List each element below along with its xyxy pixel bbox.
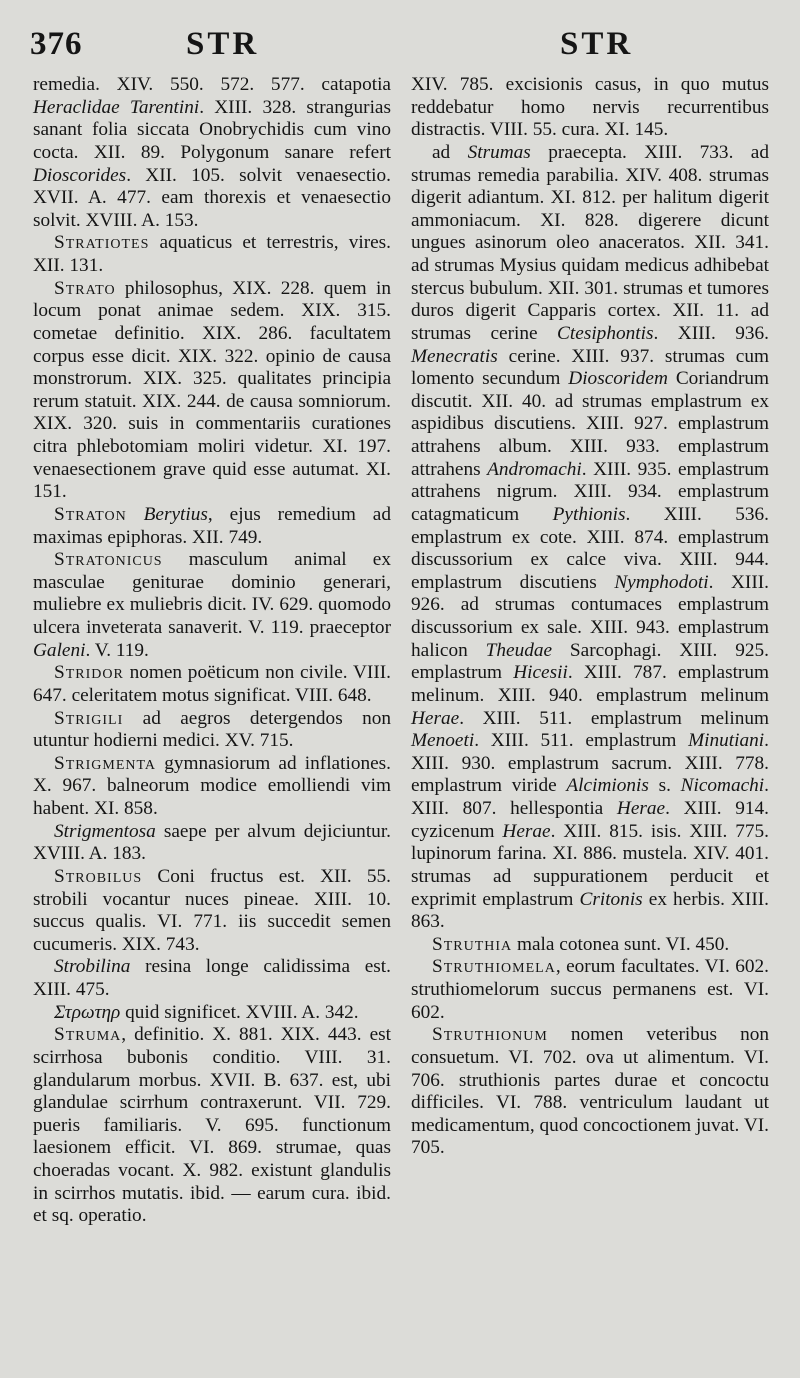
entry-text: ex herbis. XIII. 863.	[411, 888, 770, 933]
italic-name: Strigmentosa	[54, 820, 156, 842]
italic-name: Dioscorides	[33, 164, 127, 186]
italic-name: Galeni	[33, 639, 86, 661]
entry-text: . XII. 105. solvit venaesectio. XVII. A. 477. eam thorexis et venaesectio solvit. XVIII. A. 153.	[33, 164, 391, 231]
right-column	[411, 74, 769, 1160]
headword: Struthiomela	[432, 956, 556, 978]
headword: Strigili	[54, 707, 124, 729]
entry-text: mala cotonea sunt. VI. 450.	[512, 933, 730, 955]
italic-name: Dioscoridem	[568, 368, 668, 390]
index-entry	[33, 821, 391, 866]
entry-text: . XIII. 787. emplastrum melinum. XIII. 940. emplastrum melinum	[411, 662, 769, 706]
entry-text: nomen poëticum non civile. VIII. 647. celeritatem motus significat. VIII. 648.	[33, 662, 391, 706]
entry-text: . V. 119.	[85, 639, 149, 661]
entry-text	[127, 504, 144, 525]
italic-name: Critonis	[579, 888, 643, 910]
index-entry	[33, 753, 391, 821]
italic-name: Andromachi	[487, 458, 582, 480]
entry-text: , eorum facultates. VI. 602. struthiomelorum succus permanens est. VI. 602.	[411, 956, 769, 1023]
headword: Strigmenta	[54, 752, 157, 774]
headword: Straton	[54, 503, 127, 525]
headword: Struthia	[432, 933, 513, 955]
headword: Strato	[54, 277, 116, 299]
entry-text: remedia. XIV. 550. 572. 577. catapotia	[33, 74, 391, 95]
entry-text: resina longe calidissima est. XIII. 475.	[33, 956, 391, 1000]
italic-name: Heraclidae Tarentini	[33, 96, 200, 118]
index-entry	[411, 956, 769, 1024]
entry-text: praecepta. XIII. 733. ad strumas remedia parabilia. XIV. 408. strumas digerit adiantum. XI. 812. per halitum digerit ammoniacum. XI. 828. digerere dicunt ungues asinorum oleo anaceratos. XII. 341. ad strumas Mysius quidam medicus adhibebat stercus bubulum. XII. 301. strumas et tumores duros digerit Capparis cortex. XII. 11. ad strumas cerine	[411, 141, 769, 344]
index-entry	[411, 934, 769, 957]
italic-name: Hicesii	[513, 662, 568, 684]
index-entry	[33, 232, 391, 277]
index-entry	[33, 278, 391, 504]
entry-text: ad aegros detergendos non utuntur hodierni medici. XV. 715.	[33, 707, 391, 752]
entry-text: Sarcophagi. XIII. 925. emplastrum	[411, 639, 769, 684]
entry-text: . XIII. 914. cyzicenum	[411, 798, 769, 842]
index-entry	[411, 142, 769, 934]
entry-text: Coriandrum discutit. XII. 40. ad strumas emplastrum ex aspidibus discutiens. XIII. 927. emplastrum attrahens album. XIII. 933. emplastrum attrahens	[411, 368, 769, 480]
entry-text: . XIII. 328. strangurias sanant folia siccata Onobrychidis cum vino cocta. XII. 89. Polygonum sanare refert	[33, 96, 391, 163]
entry-text: XIV. 785. excisionis casus, in quo mutus reddebatur homo nervis recurrentibus distractis. VIII. 55. cura. XI. 145.	[411, 74, 769, 141]
entry-text: . XIII. 511. emplastrum melinum	[459, 707, 769, 729]
italic-name: Berytius	[143, 503, 208, 525]
entry-text: quid significet. XVIII. A. 342.	[120, 1001, 359, 1023]
entry-text: . XIII. 926. ad strumas contumaces emplastrum discussorium ex sale. XIII. 943. emplastrum halicon	[411, 571, 769, 661]
entry-text: . XIII. 807. hellespontia	[411, 775, 769, 819]
italic-name: Theudae	[485, 639, 553, 661]
index-entry	[411, 1024, 769, 1160]
index-entry	[33, 549, 391, 662]
headword: Stratiotes	[54, 232, 150, 254]
italic-name: Alcimionis	[566, 775, 649, 797]
entry-text: Coni fructus est. XII. 55. strobili vocantur nuces pineae. XIII. 10. succus qualis. VI. 771. iis succedit semen cucumeris. XIX. 743.	[33, 865, 391, 955]
entry-text: masculum animal ex masculae geniturae dominio generari, muliebre ex muliebris dicit. IV. 629. quomodo ulcera inveterata sanaverit. V. 119. praeceptor	[33, 549, 391, 638]
index-entry	[33, 1002, 391, 1025]
index-entry	[33, 1024, 391, 1228]
entry-text: aquaticus et terrestris, vires. XII. 131.	[33, 232, 391, 276]
italic-name: Ctesiphontis	[557, 322, 654, 344]
italic-name: Strobilina	[54, 956, 131, 978]
headword: Struma	[54, 1024, 122, 1046]
headword: Struthionum	[432, 1024, 548, 1046]
left-column	[33, 74, 391, 1228]
entry-text: , ejus remedium ad maximas epiphoras. XII. 749.	[33, 503, 391, 548]
entry-text: s.	[648, 775, 681, 797]
italic-name: Herae	[502, 820, 551, 842]
index-entry	[33, 662, 391, 707]
entry-text: . XIII. 930. emplastrum sacrum. XIII. 778. emplastrum viride	[411, 730, 769, 797]
running-head-right: STR	[560, 26, 634, 62]
running-head-left: STR	[186, 26, 260, 62]
entry-text: . XIII. 815. isis. XIII. 775. lupinorum farina. XI. 886. mustela. XIV. 401. strumas ad suppurationem perducit et exprimit emplastrum	[411, 820, 769, 910]
italic-name: Pythionis	[552, 503, 626, 525]
italic-name: Herae	[616, 798, 666, 819]
index-entry	[33, 866, 391, 957]
italic-name: Menoeti	[411, 730, 475, 752]
entry-text: . XIII. 511. emplastrum	[474, 730, 689, 752]
entry-text: philosophus, XIX. 228. quem in locum ponat animae sedem. XIX. 315. cometae definitio. XIX. 286. facultatem corpus esse dicit. XIX. 322. opinio de causa monstrorum. XIX. 325. qualitates principia rerum statuit. XIX. 244. de causa somniorum. XIX. 320. suis in commentariis curationes citra phlebotomiam moliri videtur. XI. 197. venaesectionem grave quid esse autumat. XI. 151.	[33, 277, 391, 503]
entry-text: cerine. XIII. 937. strumas cum lomento secundum	[411, 345, 769, 390]
entry-text: , definitio. X. 881. XIX. 443. est scirrhosa bubonis conditio. VIII. 31. glandularum morbus. XVII. B. 637. est, ubi glandulae scirrhum contraxerunt. VII. 729. pueris familiaris. V. 695. functionum laesionem efficit. VI. 869. strumae, quas choeradas vocant. X. 982. existunt glandulis in scirrhos mutatis. ibid. — earum cura. ibid. et sq. operatio.	[33, 1024, 391, 1227]
entry-text: . XIII. 536. emplastrum ex cote. XIII. 874. emplastrum discussorium ex calce viva. XIII. 944. emplastrum discutiens	[411, 503, 769, 593]
headword: Stratonicus	[54, 549, 163, 571]
italic-name: Nymphodoti	[614, 571, 709, 593]
index-entry	[33, 956, 391, 1001]
headword: Stridor	[54, 662, 124, 684]
italic-name: Herae	[411, 707, 460, 729]
italic-name: Στρωτηρ	[54, 1001, 121, 1023]
index-entry	[33, 708, 391, 753]
entry-text: . XIII. 936.	[653, 322, 769, 344]
index-entry	[33, 504, 391, 549]
entry-text: . XIII. 935. emplastrum attrahens nigrum. XIII. 934. emplastrum catagmaticum	[411, 458, 769, 525]
index-entry	[33, 74, 391, 232]
italic-name: Nicomachi	[680, 775, 765, 797]
italic-name: Minutiani	[688, 730, 765, 752]
headword: Strobilus	[54, 865, 143, 887]
italic-name: Menecratis	[411, 345, 498, 367]
entry-text: gymnasiorum ad inflationes. X. 967. balneorum modice emolliendi vim habent. XI. 858.	[33, 752, 391, 819]
page-number: 376	[30, 26, 83, 62]
entry-text: nomen veteribus non consuetum. VI. 702. ova ut alimentum. VI. 706. struthionis partes durae et concoctu difficiles. VI. 788. ventriculum laudant ut medicamentum, quod concoctionem juvat. VI. 705.	[411, 1024, 769, 1159]
italic-name: Strumas	[467, 141, 531, 163]
entry-text: ad	[432, 141, 468, 163]
index-entry	[411, 74, 769, 142]
entry-text: saepe per alvum dejiciuntur. XVIII. A. 183.	[33, 820, 391, 865]
